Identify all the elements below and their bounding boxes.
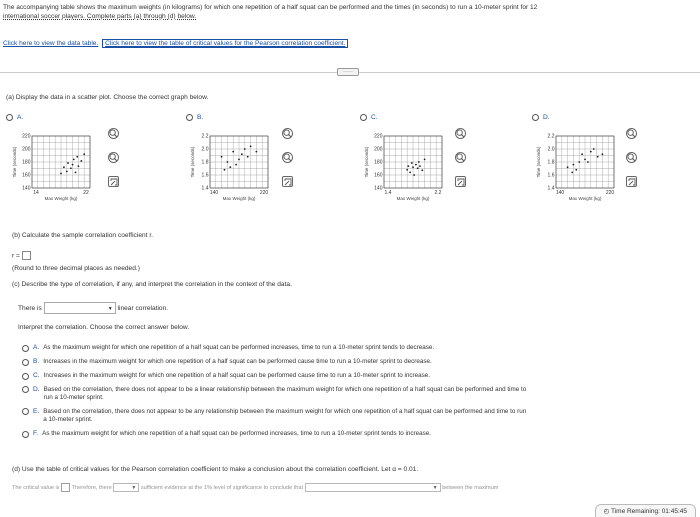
radio-interp-d[interactable] [22,386,29,393]
scatter-plot-a-svg [12,130,98,212]
scatter-point [573,164,575,166]
scatter-point [235,164,237,166]
interp-text-b: Increases in the maximum weight for which one repetition of a half squat can be performed cause time to run a 10-meter sprint to decrease. [43,358,432,365]
scatter-point [412,166,414,168]
r-answer-row [12,251,31,260]
zoom-in-icon[interactable] [455,128,466,139]
y-tick-label: 160 [374,172,383,179]
x-tick-label: 1.4 [384,190,392,196]
scatter-point [80,160,82,162]
interp-text-a: As the maximum weight for which one repetition of a half squat can be performed increases, time to run a 10-meter sprint tends to decrease. [43,344,435,351]
interp-letter-f: F. [33,430,39,437]
between-text: between the maximum [442,484,499,491]
interp-letter-d: D. [33,386,40,393]
r-label: r = [12,252,20,260]
scatter-point [421,169,423,171]
conclusion-select[interactable] [305,483,441,492]
scatter-plot-d [536,130,616,208]
radio-interp-b[interactable] [22,359,29,366]
evidence-select[interactable] [113,483,139,492]
scatter-point [73,159,75,161]
expand-icon[interactable] [455,176,466,187]
interp-letter-c: C. [33,372,40,379]
scatter-point [232,151,234,153]
evidence-text: sufficient evidence at the 1% level of significance to conclude that [140,484,304,491]
scatter-plot-c-svg [364,130,450,212]
axis-label-y: Time (seconds) [536,146,541,178]
x-tick-label: 220 [259,190,269,196]
scatter-point [406,169,408,171]
radio-c[interactable] [360,114,367,121]
time-remaining-badge [595,504,696,517]
scatter-point [407,165,409,167]
axis-label-y: Time (seconds) [190,146,195,178]
scatter-point [247,156,249,158]
correlation-type-row [18,302,168,314]
scatter-point [575,169,577,171]
data-table-link[interactable]: Click here to view the data table. [3,40,99,47]
scatter-point [67,162,69,164]
interp-text-f: As the maximum weight for which one repetition of a half squat can be performed increases, time to run a 10-meter sprint tends to increase. [42,430,431,437]
scatter-point [75,172,77,174]
scatter-point [413,174,415,176]
scatter-point [571,172,573,174]
plot-grid [32,136,90,188]
axis-label-x: Max Weight (kg) [222,196,256,201]
zoom-out-icon[interactable] [108,152,119,163]
y-tick-label: 140 [374,185,383,192]
links-row [3,40,348,47]
zoom-out-icon[interactable] [282,152,293,163]
scatter-point [70,167,72,169]
linear-correlation-label: linear correlation. [117,304,169,312]
interp-text-e: Based on the correlation, there does not appear to be any relationship between the maximum weight for which one repetition of a half squat can be performed and time to run [43,408,527,415]
radio-interp-a[interactable] [22,345,29,352]
dropdown-arrow-icon: ▼ [131,485,137,491]
timer-label: Time Remaining: [610,508,660,515]
scatter-plot-b-svg [190,130,276,212]
interp-option-d[interactable] [22,386,692,402]
scatter-plot-c [364,130,444,208]
scatter-point [419,165,421,167]
y-tick-label: 180 [22,159,31,166]
interp-text-d-2: run a 10-meter sprint. [43,394,104,401]
radio-a[interactable] [6,114,13,121]
x-tick-label: 140 [555,190,565,196]
y-tick-label: 140 [22,185,31,192]
correlation-type-select[interactable] [44,302,116,314]
intro-line-2: international soccer players. Complete parts (a) through (d) below. [3,13,197,20]
timer-value: 01:45:45 [661,508,687,515]
axis-label-x: Max Weight (kg) [396,196,430,201]
y-tick-label: 1.8 [547,159,555,166]
therefore-label: Therefore, there [71,484,112,491]
scatter-point [584,159,586,161]
dropdown-arrow-icon: ▼ [432,485,438,491]
scatter-point [229,166,231,168]
more-button[interactable]: ····· [337,68,359,76]
option-a-letter: A. [17,114,24,121]
scatter-point [241,153,243,155]
interp-option-f[interactable] [22,430,692,438]
scatter-point [597,156,599,158]
scatter-point [60,173,62,175]
scatter-point [256,151,258,153]
option-a-radio[interactable] [6,114,23,121]
part-a-prompt: (a) Display the data in a scatter plot. Choose the correct graph below. [6,94,209,101]
interp-option-c[interactable] [22,372,692,380]
scatter-plot-b [190,130,270,208]
scatter-point [602,153,604,155]
scatter-point [590,151,592,153]
axis-label-y: Time (seconds) [12,146,17,178]
scatter-point [250,146,252,148]
scatter-point [78,165,80,167]
x-tick-label: 14 [33,190,39,196]
scatter-point [578,161,580,163]
scatter-point [221,156,223,158]
option-b-radio[interactable] [186,114,203,121]
interp-letter-a: A. [33,344,40,351]
option-c-letter: C. [371,114,378,121]
plot-grid [556,136,614,188]
y-tick-label: 2.0 [547,146,555,153]
interp-text-e-wrap [43,408,526,424]
part-d-row [12,483,700,492]
x-tick-label: 22 [83,190,89,196]
scatter-plot-a [12,130,92,208]
critical-value-label: The critical value is [12,484,60,491]
critical-value-input[interactable] [61,483,70,492]
scatter-point [224,169,226,171]
option-b-letter: B. [197,114,204,121]
y-tick-label: 1.8 [201,159,209,166]
part-b-prompt: (b) Calculate the sample correlation coefficient r. [12,232,153,239]
radio-d[interactable] [532,114,539,121]
part-d-prompt: (d) Use the table of critical values for the Pearson correlation coefficient to make a conclusion about the correlation coefficient. Let α = 0.01. [12,466,419,473]
interp-text-e-2: a 10-meter sprint. [43,416,93,423]
interp-option-a[interactable] [22,344,692,352]
y-tick-label: 2.0 [201,146,209,153]
interpret-prompt: Interpret the correlation. Choose the correct answer below. [18,324,190,331]
axis-label-x: Max Weight (kg) [568,196,602,201]
critical-values-link[interactable]: Click here to view the table of critical values for the Pearson correlation coefficient. [102,39,348,48]
expand-icon[interactable] [108,176,119,187]
interp-text-c: Increases in the maximum weight for which one repetition of a half squat can be performed cause time to run a 10-meter sprint to increase. [43,372,430,379]
interp-text-d-wrap [44,386,527,402]
r-input[interactable] [22,251,31,260]
dropdown-arrow-icon: ▼ [107,306,113,312]
y-tick-label: 1.4 [201,185,209,192]
expand-icon[interactable] [282,176,293,187]
scatter-point [418,161,420,163]
interp-option-e[interactable] [22,408,692,424]
scatter-point [63,166,65,168]
zoom-in-icon[interactable] [108,128,119,139]
interpretation-options [22,344,692,438]
scatter-point [76,156,78,158]
scatter-point [417,167,419,169]
scatter-point [593,148,595,150]
x-tick-label: 220 [605,190,615,196]
interp-letter-b: B. [33,358,40,365]
scatter-point [415,164,417,166]
intro-text [3,3,700,21]
y-tick-label: 200 [22,146,31,153]
zoom-in-icon[interactable] [626,128,637,139]
y-tick-label: 220 [374,133,383,140]
scatter-point [587,161,589,163]
scatter-point [238,159,240,161]
x-tick-label: 2.2 [434,190,442,196]
scatter-point [244,148,246,150]
scatter-point [424,159,426,161]
y-tick-label: 1.6 [547,172,555,179]
expand-icon[interactable] [626,176,637,187]
y-tick-label: 220 [22,133,31,140]
y-tick-label: 2.2 [547,133,555,140]
radio-interp-f[interactable] [22,431,29,438]
intro-line-1: The accompanying table shows the maximum weights (in kilograms) for which one repetition of a half squat can be performed and the times (in seconds) to run a 10-meter sprint for 12 [3,4,538,11]
axis-label-y: Time (seconds) [364,146,369,178]
part-c-prompt: (c) Describe the type of correlation, if any, and interpret the correlation in the context of the data. [12,281,292,288]
clock-icon: ◴ [603,508,610,515]
y-tick-label: 1.6 [201,172,209,179]
radio-interp-c[interactable] [22,373,29,380]
option-d-letter: D. [543,114,550,121]
radio-interp-e[interactable] [22,408,29,415]
scatter-plot-d-svg [536,130,622,212]
y-tick-label: 180 [374,159,383,166]
zoom-out-icon[interactable] [455,152,466,163]
scatter-point [409,172,411,174]
scatter-point [83,153,85,155]
interp-text-d: Based on the correlation, there does not appear to be a linear relationship between the maximum weight for which one repetition of a half squat can be performed and time to [43,386,527,393]
zoom-out-icon[interactable] [626,152,637,163]
scatter-point [66,170,68,172]
y-tick-label: 200 [374,146,383,153]
scatter-point [411,162,413,164]
y-tick-label: 2.2 [201,133,209,140]
x-tick-label: 140 [209,190,219,196]
zoom-in-icon[interactable] [282,128,293,139]
option-d-radio[interactable] [532,114,550,121]
scatter-point [227,161,229,163]
scatter-point [567,166,569,168]
interp-option-b[interactable] [22,358,692,366]
radio-b[interactable] [186,114,193,121]
round-note: (Round to three decimal places as needed.) [12,265,140,272]
interp-letter-e: E. [33,408,40,415]
y-tick-label: 1.4 [547,185,555,192]
y-tick-label: 160 [22,172,31,179]
scatter-point [72,164,74,166]
there-is-label: There is [18,304,42,312]
axis-label-x: Max Weight (kg) [44,196,78,201]
scatter-point [581,153,583,155]
plot-grid [210,136,268,188]
option-c-radio[interactable] [360,114,378,121]
plot-grid [384,136,442,188]
